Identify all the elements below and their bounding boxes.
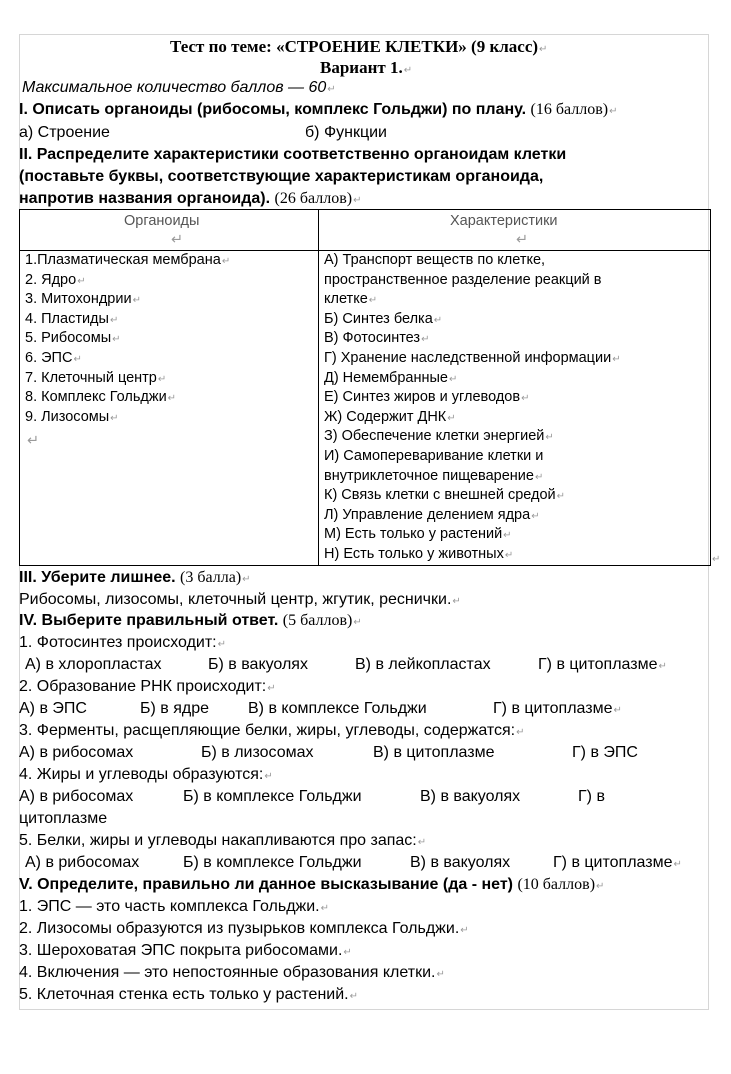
characteristic-item: Б) Синтез белка↵ [324,310,443,327]
test-title: Тест по теме: «СТРОЕНИЕ КЛЕТКИ» (9 класс)↵ [170,37,548,56]
return-arrow-icon: ↵ [503,530,512,542]
task5-statement: 1. ЭПС — это часть комплекса Гольджи.↵ [19,898,330,915]
return-arrow-icon: ↵ [320,903,330,914]
task4-q1-option-a: А) в хлоропластах [25,656,162,673]
return-arrow-icon: ↵ [516,232,529,248]
task4-heading: IV. Выберите правильный ответ. (5 баллов)↵ [19,612,362,629]
task2-heading-line3: напротив названия органоида). (26 баллов)↵ [19,190,362,207]
task4-q5-option-d: Г) в цитоплазме↵ [553,854,682,871]
return-arrow-icon: ↵ [712,554,721,565]
task4-q2-option-d: Г) в цитоплазме↵ [493,700,622,717]
return-arrow-icon: ↵ [556,491,566,503]
return-arrow-icon: ↵ [534,471,544,483]
column-header-characteristics: Характеристики [450,213,558,229]
task5-statement: 5. Клеточная стенка есть только у растений.↵ [19,986,358,1003]
return-arrow-icon: ↵ [167,393,177,405]
return-arrow-icon: ↵ [539,44,548,55]
organoid-item: 8. Комплекс Гольджи↵ [25,389,177,406]
task5-statement: 3. Шероховатая ЭПС покрыта рибосомами.↵ [19,942,352,959]
return-arrow-icon: ↵ [112,334,121,346]
characteristic-item: К) Связь клетки с внешней средой↵ [324,487,566,504]
characteristic-item: клетке↵ [324,291,378,308]
characteristic-item: А) Транспорт веществ по клетке, [324,252,546,268]
variant-label: Вариант 1.↵ [320,58,413,77]
return-arrow-icon: ↵ [609,106,618,117]
organoid-item: 9. Лизосомы↵ [25,408,119,425]
task4-q3-option-a: А) в рибосомах [19,744,134,761]
task4-q4-option-c: В) в вакуолях [420,788,521,805]
characteristic-item: З) Обеспечение клетки энергией↵ [324,428,554,445]
task4-q4-option-b: Б) в комплексе Гольджи [183,788,362,805]
task4-q1-option-b: Б) в вакуолях [208,656,308,673]
characteristic-item: Д) Немембранные↵ [324,369,458,386]
return-arrow-icon: ↵ [452,596,461,607]
task5-statement: 4. Включения — это непостоянные образования клетки.↵ [19,964,445,981]
organoid-item: 5. Рибосомы↵ [25,330,121,347]
task1-heading: I. Описать органоиды (рибосомы, комплекс Гольджи) по плану. (16 баллов)↵ [19,101,618,118]
task1-plan-a: а) Строение [19,124,110,141]
task4-q2-option-b: Б) в ядре [140,700,210,717]
task4-q1: 1. Фотосинтез происходит:↵ [19,634,226,651]
return-arrow-icon: ↵ [73,354,82,365]
task2-heading-line2: (поставьте буквы, соответствующие характеристикам органоида, [19,168,544,185]
max-score: Максимальное количество баллов — 60↵ [22,79,336,96]
organoid-item: 4. Пластиды↵ [25,310,119,327]
task4-q2-option-c: В) в комплексе Гольджи [248,700,427,717]
characteristic-item: Г) Хранение наследственной информации↵ [324,350,621,366]
task4-q1-option-c: В) в лейкопластах [355,656,491,673]
return-arrow-icon: ↵ [327,84,336,95]
task4-q5-option-a: А) в рибосомах [25,854,140,871]
task4-q4-option-a: А) в рибосомах [19,788,134,805]
return-arrow-icon: ↵ [447,412,456,424]
return-arrow-icon: ↵ [132,295,141,307]
task2-heading-line1: II. Распределите характеристики соответственно органоидам клетки [19,146,567,163]
characteristic-item: Ж) Содержит ДНК↵ [324,408,456,425]
return-arrow-icon: ↵ [460,925,469,936]
organoid-item: 1.Плазматическая мембрана↵ [25,252,231,268]
return-arrow-icon: ↵ [157,373,167,385]
task4-q5: 5. Белки, жиры и углеводы накапливаются про запас:↵ [19,832,427,849]
task4-q3-option-b: Б) в лизосомах [201,744,314,761]
task5-heading: V. Определите, правильно ли данное высказывание (да - нет) (10 баллов)↵ [19,876,605,893]
return-arrow-icon: ↵ [504,550,514,561]
task4-q2-option-a: А) в ЭПС [19,700,87,717]
organoid-item: 2. Ядро↵ [25,271,86,288]
return-arrow-icon: ↵ [596,881,605,892]
task4-q5-option-c: В) в вакуолях [410,854,511,871]
task4-q4-option-d-cont: цитоплазме [19,810,108,827]
return-arrow-icon: ↵ [421,334,430,346]
characteristic-item: внутриклеточное пищеварение↵ [324,467,544,484]
task1-plan-b: б) Функции [305,124,387,141]
return-arrow-icon: ↵ [521,393,530,405]
return-arrow-icon: ↵ [109,314,119,326]
characteristic-item: В) Фотосинтез↵ [324,330,430,347]
characteristic-item: Е) Синтез жиров и углеводов↵ [324,389,530,406]
return-arrow-icon: ↵ [403,65,413,76]
organoids-table [19,209,711,566]
return-arrow-icon: ↵ [436,969,445,980]
task4-q3-option-d: Г) в ЭПС [572,744,638,761]
column-header-organoids: Органоиды [124,213,200,229]
return-arrow-icon: ↵ [242,574,251,585]
task4-q5-option-b: Б) в комплексе Гольджи [183,854,362,871]
return-arrow-icon: ↵ [221,256,231,267]
task4-q4-option-d: Г) в [578,788,605,805]
task4-q1-option-d: Г) в цитоплазме↵ [538,656,667,673]
characteristic-item: М) Есть только у растений↵ [324,526,512,543]
return-arrow-icon: ↵ [77,275,86,287]
characteristic-item: пространственное разделение реакций в [324,271,602,288]
return-arrow-icon: ↵ [531,510,540,522]
organoid-item: 7. Клеточный центр↵ [25,369,167,386]
task4-q3-option-c: В) в цитоплазме [373,744,495,761]
task4-q4: 4. Жиры и углеводы образуются:↵ [19,766,273,783]
return-arrow-icon: ↵ [27,433,40,449]
return-arrow-icon: ↵ [433,314,443,326]
characteristic-item: И) Самопереваривание клетки и [324,448,544,464]
task4-q3: 3. Ферменты, расщепляющие белки, жиры, углеводы, содержатся:↵ [19,722,525,739]
return-arrow-icon: ↵ [171,232,184,248]
return-arrow-icon: ↵ [368,295,378,307]
return-arrow-icon: ↵ [353,617,362,628]
return-arrow-icon: ↵ [110,412,119,424]
return-arrow-icon: ↵ [449,373,458,385]
organoid-item: 3. Митохондрии↵ [25,291,141,308]
return-arrow-icon: ↵ [612,354,621,365]
characteristic-item: Н) Есть только у животных↵ [324,546,514,562]
task3-text: Рибосомы, лизосомы, клеточный центр, жгутик, реснички.↵ [19,591,461,608]
task4-q2: 2. Образование РНК происходит:↵ [19,678,276,695]
return-arrow-icon: ↵ [349,991,358,1002]
return-arrow-icon: ↵ [343,947,352,958]
task3-heading: III. Уберите лишнее. (3 балла)↵ [19,569,251,586]
characteristic-item: Л) Управление делением ядра↵ [324,506,540,523]
organoid-item: 6. ЭПС↵ [25,350,82,366]
return-arrow-icon: ↵ [545,432,554,444]
return-arrow-icon: ↵ [353,195,362,206]
task5-statement: 2. Лизосомы образуются из пузырьков комплекса Гольджи.↵ [19,920,469,937]
